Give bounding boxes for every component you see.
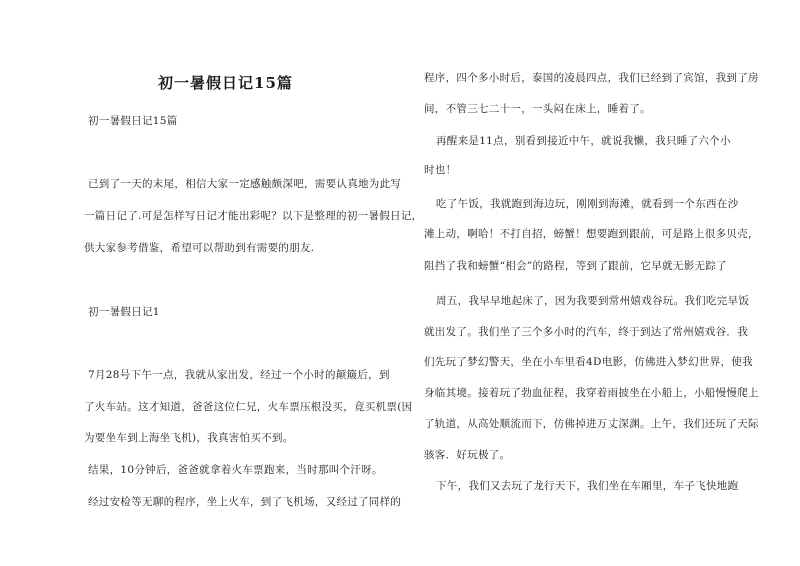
subtitle: 初一暑假日记15篇 bbox=[88, 115, 178, 127]
body-line: 时也！ bbox=[424, 164, 457, 176]
body-line: 们先玩了梦幻警天，坐在小车里看4D电影，仿佛进入梦幻世界，使我 bbox=[424, 356, 753, 368]
body-line: 为要坐车到上海坐飞机)，我真害怕买不到。 bbox=[84, 432, 294, 444]
entry-heading: 初一暑假日记1 bbox=[88, 306, 160, 318]
body-line: 间，不管三七二十一，一头闷在床上，睡着了。 bbox=[424, 103, 651, 115]
document-title: 初一暑假日记15篇 bbox=[158, 74, 293, 92]
body-line: 下午，我们又去玩了龙行天下，我们坐在车厢里，车子飞快地跑 bbox=[436, 480, 739, 492]
body-line: 吃了午饭，我就跑到海边玩，刚刚到海滩，就看到一个东西在沙 bbox=[436, 198, 739, 210]
body-line: 经过安检等无聊的程序，坐上火车，到了飞机场，又经过了同样的 bbox=[88, 496, 402, 508]
body-line: 了轨道，从高处顺流而下，仿佛掉进万丈深渊。上午，我们还玩了天际 bbox=[424, 418, 759, 430]
body-line: 阻挡了我和螃蟹“相会”的路程，等到了跟前，它早就无影无踪了 bbox=[424, 260, 727, 272]
body-line: 程序，四个多小时后，泰国的凌晨四点，我们已经到了宾馆，我到了房 bbox=[424, 72, 759, 84]
body-line: 了火车站。这才知道，爸爸这位仁兄，火车票压根没买，竟买机票(因 bbox=[84, 401, 413, 413]
body-line: 7月28号下午一点，我就从家出发，经过一个小时的颠簸后，到 bbox=[88, 369, 390, 381]
body-line: 再醒来是11点，别看到接近中午，就说我懒，我只睡了六个小 bbox=[436, 135, 731, 147]
body-line: 周五，我早早地起床了，因为我要到常州嬉戏谷玩。我们吃完早饭 bbox=[436, 295, 750, 307]
body-line: 就出发了。我们坐了三个多小时的汽车，终于到达了常州嬉戏谷．我 bbox=[424, 326, 748, 338]
intro-line: 一篇日记了.可是怎样写日记才能出彩呢？以下是整理的初一暑假日记， bbox=[84, 210, 423, 222]
intro-line: 已到了一天的末尾，相信大家一定感触颇深吧，需要认真地为此写 bbox=[88, 178, 402, 190]
body-line: 结果，10分钟后，爸爸就拿着火车票跑来，当时那叫个汗呀。 bbox=[88, 464, 383, 476]
body-line: 身临其境。接着玩了勃血征程，我穿着雨披坐在小船上，小船慢慢爬上 bbox=[424, 387, 759, 399]
intro-line: 供大家参考借鉴，希望可以帮助到有需要的朋友. bbox=[84, 242, 315, 254]
body-line: 骇客．好玩极了。 bbox=[424, 449, 511, 461]
body-line: 滩上动，啊哈！不打自招，螃蟹！想要跑到跟前，可是路上很多贝壳， bbox=[424, 228, 759, 240]
